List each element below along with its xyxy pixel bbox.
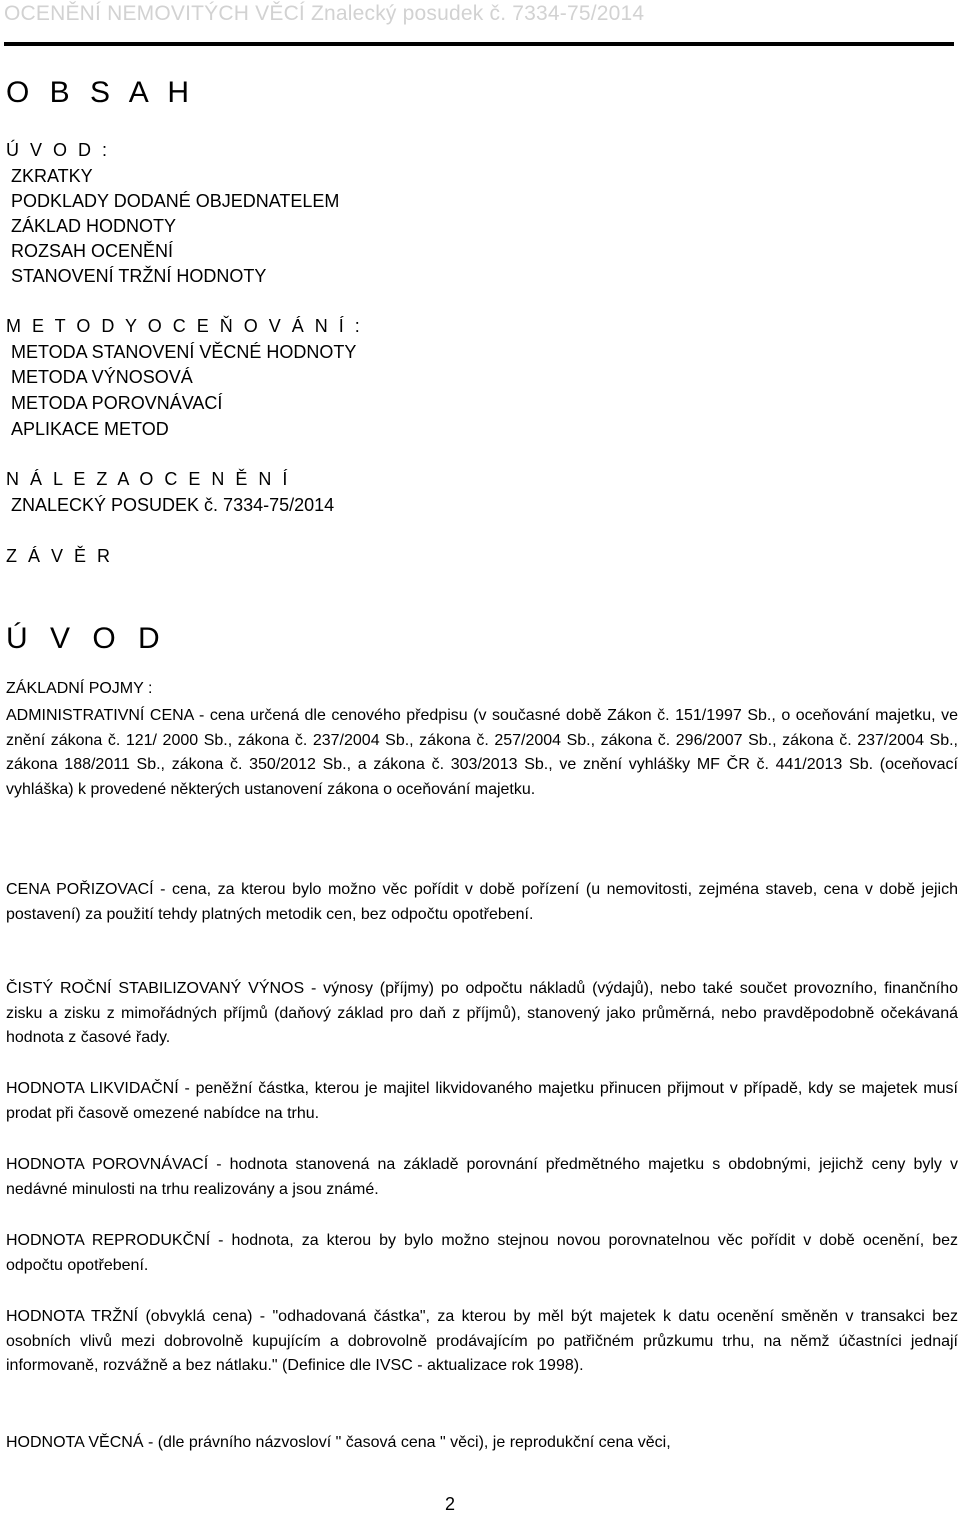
- definition-paragraph: HODNOTA TRŽNÍ (obvyklá cena) - "odhadovaná částka", za kterou by měl být majetek k datu ocenění směněn v transakci bez osobních vlivů mezi dobrovolně kupujícím a dobrovolně prodávajícím po patřičném průzkumu trhu, na němž účastníci jednají informovaně, rozvážně a bez nátlaku." (Definice dle IVSC - aktualizace rok 1998).: [6, 1308, 958, 1374]
- definition-paragraph: CENA POŘIZOVACÍ - cena, za kterou bylo možno věc pořídit v době pořízení (u nemovitosti, zejména staveb, cena v době jejich postavení) za použití tehdy platných metodik cen, bez odpočtu opotřebení.: [6, 881, 958, 923]
- page-number: 2: [444, 1494, 455, 1514]
- toc-section-uvod: Ú V O D :: [6, 140, 111, 160]
- toc-title: O B S A H: [6, 76, 196, 109]
- definition-paragraph: HODNOTA VĚCNÁ - (dle právního názvosloví " časová cena " věci), je reprodukční cena věci,: [6, 1434, 671, 1451]
- toc-item: METODA VÝNOSOVÁ: [11, 367, 193, 387]
- definition-paragraph: HODNOTA REPRODUKČNÍ - hodnota, za kterou by bylo možno stejnou novou porovnatelnou věc pořídit v době ocenění, bez odpočtu opotřebení.: [6, 1232, 958, 1274]
- toc-item: ZNALECKÝ POSUDEK č. 7334-75/2014: [11, 495, 335, 515]
- toc-section-nalez: N Á L E Z A O C E N Ě N Í: [6, 469, 291, 489]
- toc-item: APLIKACE METOD: [11, 419, 169, 439]
- definition-paragraph: HODNOTA POROVNÁVACÍ - hodnota stanovená na základě porovnání předmětného majetku s obdobnými, jejichž ceny byly v nedávné minulosti na trhu realizovány a jsou známé.: [6, 1156, 958, 1198]
- toc-item: PODKLADY DODANÉ OBJEDNATELEM: [11, 191, 340, 211]
- section-title-uvod: Ú V O D: [6, 622, 167, 655]
- toc-item: ZÁKLAD HODNOTY: [11, 216, 177, 236]
- toc-item: ZKRATKY: [11, 166, 93, 186]
- definition-paragraph: ČISTÝ ROČNÍ STABILIZOVANÝ VÝNOS - výnosy (příjmy) po odpočtu nákladů (výdajů), nebo také součet provozního, finančního zisku a zisku z mimořádných příjmů (daňový základ pro daň z příjmů), stanovený jako průměrná, nebo pravděpodobně očekávaná hodnota z časové řady.: [6, 980, 958, 1046]
- header-divider: [4, 42, 954, 46]
- toc-item: ROZSAH OCENĚNÍ: [11, 241, 174, 261]
- toc-item: STANOVENÍ TRŽNÍ HODNOTY: [11, 266, 267, 286]
- definition-paragraph: HODNOTA LIKVIDAČNÍ - peněžní částka, kterou je majitel likvidovaného majetku přinucen přijmout v případě, kdy se majetek musí prodat při časově omezené nabídce na trhu.: [6, 1080, 958, 1122]
- toc-item: METODA STANOVENÍ VĚCNÉ HODNOTY: [11, 342, 357, 362]
- toc-section-metody: M E T O D Y O C E Ň O V Á N Í :: [6, 316, 363, 336]
- running-header: OCENĚNÍ NEMOVITÝCH VĚCÍ Znalecký posudek č. 7334-75/2014: [4, 2, 645, 25]
- toc-section-zaver: Z Á V Ě R: [6, 546, 114, 566]
- toc-item: METODA POROVNÁVACÍ: [11, 393, 223, 413]
- subheading-zakladni-pojmy: ZÁKLADNÍ POJMY :: [6, 680, 153, 697]
- definition-paragraph: ADMINISTRATIVNÍ CENA - cena určená dle cenového předpisu (v současné době Zákon č. 151/1997 Sb., o oceňování majetku, ve znění zákona č. 121/ 2000 Sb., zákona č. 237/2004 Sb., zákona č. 257/2004 Sb., zákona č. 296/2007 Sb., zákona č. 237/2004 Sb., zákona 188/2011 Sb., zákona č. 350/2012 Sb., a zákona č. 303/2013 Sb., ve znění vyhlášky MF ČR č. 441/2013 Sb. (oceňovací vyhláška) k provedené některých ustanovení zákona o oceňování majetku.: [6, 707, 958, 798]
